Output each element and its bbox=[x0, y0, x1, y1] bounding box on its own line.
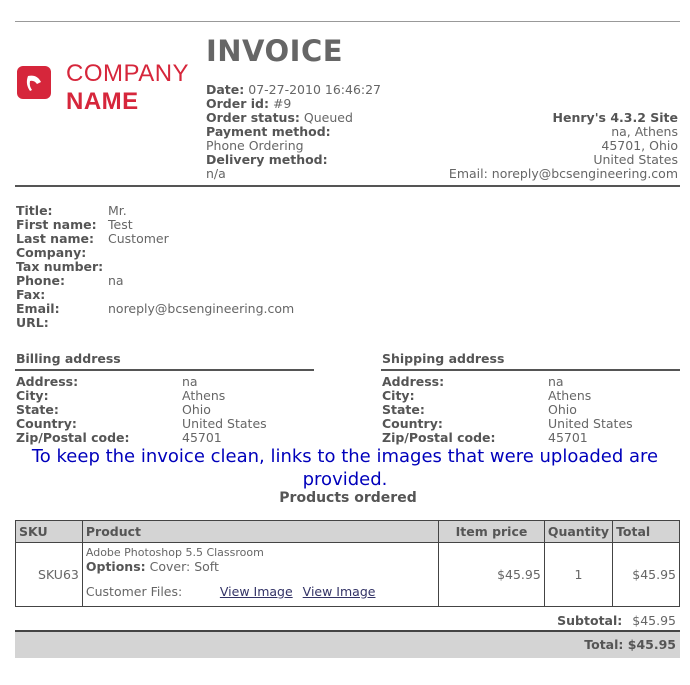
billing-row bbox=[16, 375, 267, 389]
billing-value: United States bbox=[182, 416, 267, 431]
image-links-notice: To keep the invoice clean, links to the images that were uploaded are provided. bbox=[31, 446, 659, 490]
payment-method: Phone Ordering bbox=[206, 138, 304, 153]
subtotal-label: Subtotal: bbox=[557, 613, 623, 628]
view-image-link-1[interactable]: View Image bbox=[219, 584, 293, 599]
customer-label: Email: bbox=[16, 301, 60, 316]
table-row bbox=[16, 543, 680, 607]
billing-value: na bbox=[182, 374, 198, 389]
customer-label: Tax number: bbox=[16, 259, 104, 274]
billing-label: City: bbox=[16, 388, 49, 403]
shipping-row bbox=[382, 403, 633, 417]
billing-row bbox=[16, 417, 267, 431]
customer-label: Phone: bbox=[16, 273, 66, 288]
order-meta bbox=[206, 83, 381, 181]
item-price: $45.95 bbox=[439, 543, 545, 607]
billing-label: Zip/Postal code: bbox=[16, 430, 130, 445]
item-product-name: Adobe Photoshop 5.5 Classroom bbox=[85, 546, 264, 559]
products-ordered-title: Products ordered bbox=[279, 490, 417, 506]
order-id-label: Order id: bbox=[206, 96, 269, 111]
customer-row bbox=[16, 260, 294, 274]
order-status-label: Order status: bbox=[206, 110, 300, 125]
products-table bbox=[15, 520, 680, 607]
customer-row bbox=[16, 218, 294, 232]
billing-address-title: Billing address bbox=[16, 351, 121, 366]
shipping-row bbox=[382, 389, 633, 403]
billing-label: Address: bbox=[16, 374, 79, 389]
billing-address bbox=[16, 375, 267, 445]
billing-row bbox=[16, 431, 267, 445]
shop-country: United States bbox=[593, 152, 678, 167]
order-total: Total: $45.95 bbox=[584, 637, 676, 652]
customer-files-label: Customer Files: bbox=[85, 584, 183, 599]
shop-info bbox=[449, 111, 678, 181]
billing-value: Athens bbox=[182, 388, 226, 403]
customer-row bbox=[16, 316, 294, 330]
shipping-address bbox=[382, 375, 633, 445]
header-divider bbox=[15, 185, 680, 187]
customer-value: Mr. bbox=[108, 203, 127, 218]
billing-row bbox=[16, 389, 267, 403]
col-header-product: Product bbox=[82, 521, 438, 543]
delivery-method-label: Delivery method: bbox=[206, 152, 328, 167]
shipping-address-title: Shipping address bbox=[382, 351, 505, 366]
customer-value: na bbox=[108, 273, 124, 288]
customer-row bbox=[16, 232, 294, 246]
order-id: #9 bbox=[272, 96, 292, 111]
shipping-value: Ohio bbox=[548, 402, 577, 417]
customer-value: Customer bbox=[108, 231, 169, 246]
billing-row bbox=[16, 403, 267, 417]
shipping-label: Zip/Postal code: bbox=[382, 430, 496, 445]
customer-row bbox=[16, 288, 294, 302]
shipping-row bbox=[382, 375, 633, 389]
subtotal-value: $45.95 bbox=[632, 613, 676, 628]
top-divider bbox=[15, 21, 680, 22]
item-quantity: 1 bbox=[544, 543, 612, 607]
shipping-value: Athens bbox=[548, 388, 592, 403]
shipping-row bbox=[382, 431, 633, 445]
shop-address-line1: na, Athens bbox=[611, 124, 678, 139]
customer-label: Title: bbox=[16, 203, 53, 218]
col-header-quantity: Quantity bbox=[544, 521, 612, 543]
shipping-label: State: bbox=[382, 402, 425, 417]
item-options: Cover: Soft bbox=[149, 559, 219, 574]
billing-value: 45701 bbox=[182, 430, 222, 445]
billing-label: Country: bbox=[16, 416, 77, 431]
company-name-line1: COMPANY bbox=[66, 60, 190, 87]
customer-value: noreply@bcsengineering.com bbox=[108, 301, 295, 316]
shop-email: Email: noreply@bcsengineering.com bbox=[448, 166, 678, 181]
customer-label: URL: bbox=[16, 315, 49, 330]
shipping-label: City: bbox=[382, 388, 415, 403]
item-product-cell bbox=[82, 543, 438, 607]
shipping-label: Address: bbox=[382, 374, 445, 389]
shop-address-line2: 45701, Ohio bbox=[601, 138, 678, 153]
view-image-link-2[interactable]: View Image bbox=[302, 584, 376, 599]
shipping-divider bbox=[381, 369, 680, 371]
shipping-value: United States bbox=[548, 416, 633, 431]
col-header-sku: SKU bbox=[16, 521, 83, 543]
shipping-value: na bbox=[548, 374, 564, 389]
company-logo-icon bbox=[17, 66, 51, 99]
customer-row bbox=[16, 274, 294, 288]
item-options-label: Options: bbox=[85, 559, 146, 574]
shipping-label: Country: bbox=[382, 416, 443, 431]
customer-label: First name: bbox=[16, 217, 97, 232]
customer-label: Last name: bbox=[16, 231, 95, 246]
billing-label: State: bbox=[16, 402, 59, 417]
invoice-title: INVOICE bbox=[206, 34, 344, 68]
col-header-item-price: Item price bbox=[439, 521, 545, 543]
shipping-value: 45701 bbox=[548, 430, 588, 445]
company-name-line2: NAME bbox=[66, 88, 139, 115]
customer-label: Fax: bbox=[16, 287, 46, 302]
order-status: Queued bbox=[303, 110, 353, 125]
delivery-method: n/a bbox=[206, 166, 226, 181]
billing-divider bbox=[15, 369, 314, 371]
shipping-row bbox=[382, 417, 633, 431]
date-label: Date: bbox=[206, 82, 245, 97]
order-date: 07-27-2010 16:46:27 bbox=[248, 82, 382, 97]
shop-name: Henry's 4.3.2 Site bbox=[552, 110, 678, 125]
customer-row bbox=[16, 246, 294, 260]
col-header-total: Total bbox=[613, 521, 680, 543]
customer-row bbox=[16, 302, 294, 316]
customer-row bbox=[16, 204, 294, 218]
item-total: $45.95 bbox=[613, 543, 680, 607]
subtotal bbox=[557, 613, 676, 628]
total-bar bbox=[15, 630, 680, 658]
billing-value: Ohio bbox=[182, 402, 211, 417]
payment-method-label: Payment method: bbox=[206, 124, 331, 139]
table-header-row bbox=[16, 521, 680, 543]
customer-value: Test bbox=[108, 217, 133, 232]
customer-label: Company: bbox=[16, 245, 87, 260]
item-sku: SKU63 bbox=[16, 543, 83, 607]
customer-info bbox=[16, 204, 294, 330]
